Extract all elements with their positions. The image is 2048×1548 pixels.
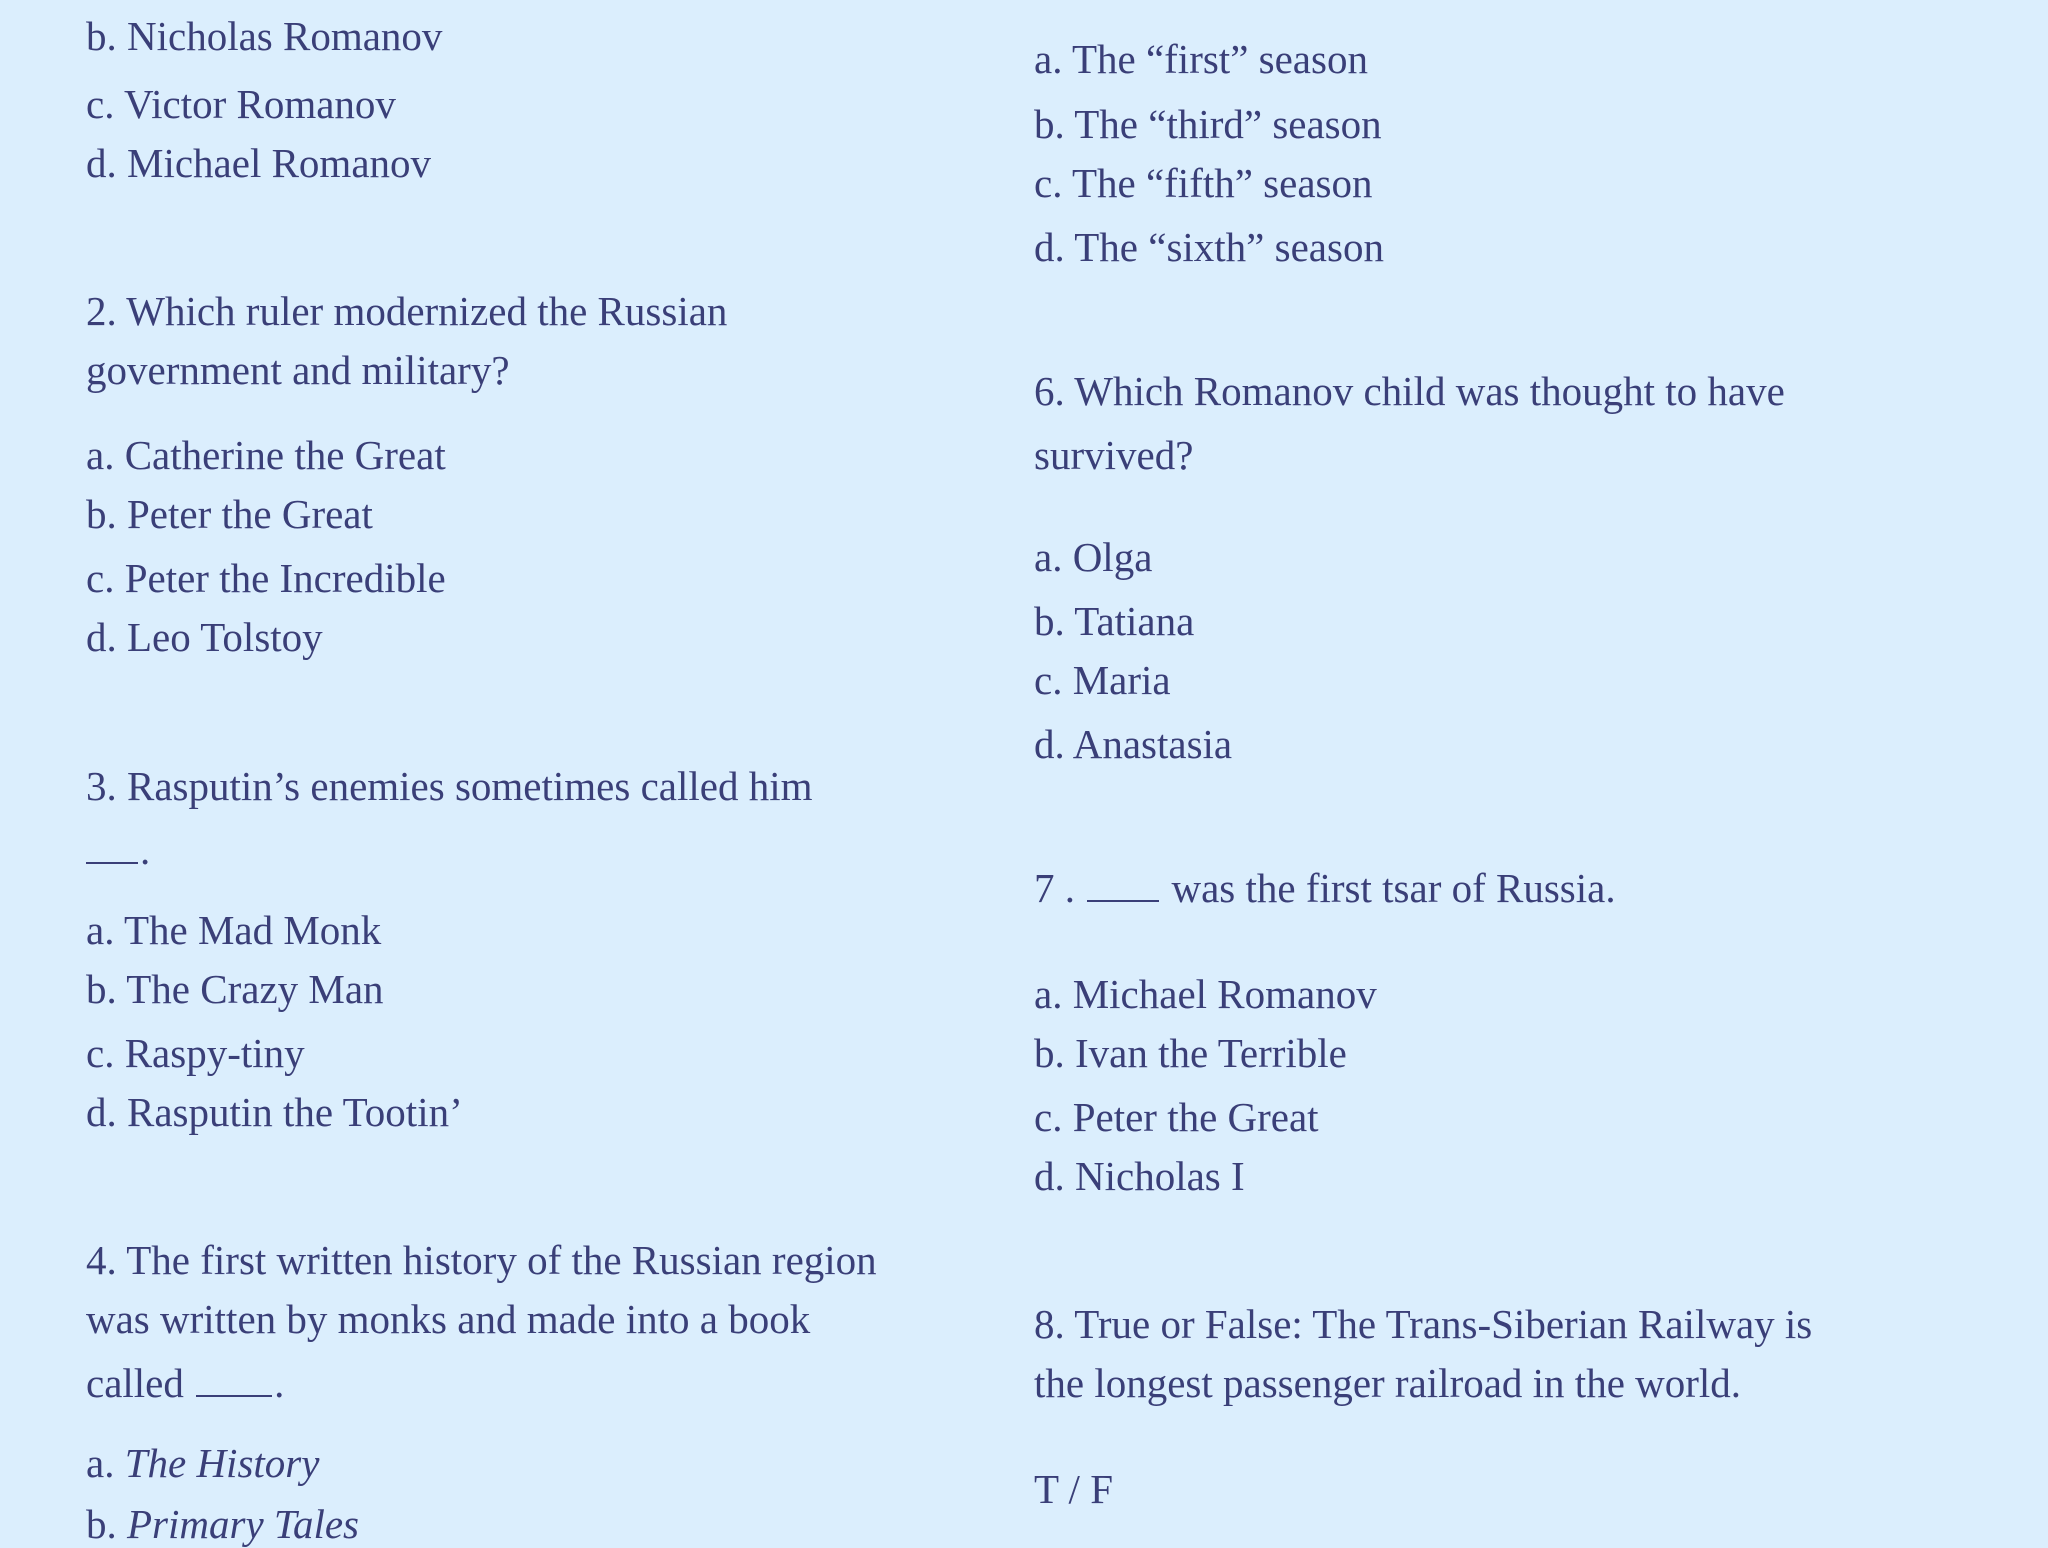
q4-answer-blank (196, 1394, 272, 1397)
q2-question-line2: government and military? (86, 347, 510, 393)
q8-question-line2: the longest passenger railroad in the world. (1034, 1360, 1742, 1406)
q3-option-d: d. Rasputin the Tootin’ (86, 1089, 463, 1135)
q8-question-line1: 8. True or False: The Trans-Siberian Railway is (1034, 1301, 1813, 1347)
q3-option-b: b. The Crazy Man (86, 966, 384, 1012)
q7-question-suffix: was the first tsar of Russia. (1161, 865, 1616, 911)
q7-option-a: a. Michael Romanov (1034, 971, 1377, 1017)
q6-option-d: d. Anastasia (1034, 721, 1233, 767)
q7-option-d: d. Nicholas I (1034, 1153, 1245, 1199)
q7-option-c: c. Peter the Great (1034, 1094, 1319, 1140)
q1-option-b: b. Nicholas Romanov (86, 13, 443, 59)
q2-option-b: b. Peter the Great (86, 491, 373, 537)
q4-question-prefix: called (86, 1360, 195, 1406)
q8-answer-choice: T / F (1034, 1466, 1113, 1512)
q5-option-a: a. The “first” season (1034, 36, 1368, 82)
q5-option-c: c. The “fifth” season (1034, 160, 1373, 206)
q6-option-b: b. Tatiana (1034, 598, 1195, 644)
q4-option-a-prefix: a. (86, 1440, 125, 1486)
q4-question-period: . (274, 1360, 285, 1406)
q7-answer-blank (1087, 899, 1159, 902)
q5-option-b: b. The “third” season (1034, 101, 1382, 147)
q4-option-a (86, 1439, 319, 1487)
q5-option-d: d. The “sixth” season (1034, 224, 1384, 270)
q2-question-line1: 2. Which ruler modernized the Russian (86, 288, 728, 334)
q3-question-line1: 3. Rasputin’s enemies sometimes called him (86, 763, 813, 809)
q6-option-a: a. Olga (1034, 534, 1153, 580)
q6-question-line2: survived? (1034, 432, 1194, 478)
q7-option-b: b. Ivan the Terrible (1034, 1030, 1347, 1076)
q4-option-b-title: Primary Tales (127, 1501, 359, 1547)
q4-question-line2: was written by monks and made into a book (86, 1296, 811, 1342)
q3-option-a: a. The Mad Monk (86, 907, 382, 953)
q3-answer-blank (86, 861, 138, 864)
q7-question (1034, 864, 1616, 912)
q2-option-d: d. Leo Tolstoy (86, 614, 323, 660)
q2-option-a: a. Catherine the Great (86, 432, 446, 478)
q4-option-b-prefix: b. (86, 1501, 127, 1547)
q2-option-c: c. Peter the Incredible (86, 555, 446, 601)
q6-option-c: c. Maria (1034, 657, 1171, 703)
q4-option-b (86, 1500, 359, 1548)
q3-question-line2 (86, 826, 150, 874)
q1-option-c: c. Victor Romanov (86, 81, 396, 127)
q7-question-prefix: 7 . (1034, 865, 1086, 911)
q3-option-c: c. Raspy-tiny (86, 1030, 305, 1076)
q1-option-d: d. Michael Romanov (86, 140, 432, 186)
q4-question-line3 (86, 1359, 284, 1407)
q3-question-period: . (140, 827, 151, 873)
q6-question-line1: 6. Which Romanov child was thought to have (1034, 368, 1785, 414)
q4-option-a-title: The History (124, 1440, 320, 1486)
q4-question-line1: 4. The first written history of the Russian region (86, 1237, 877, 1283)
